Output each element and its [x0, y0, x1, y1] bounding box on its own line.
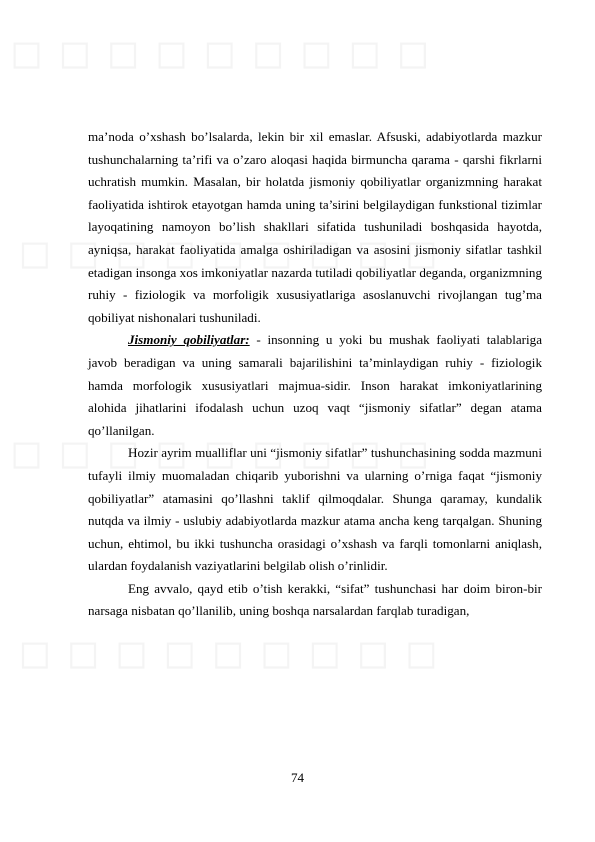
watermark-pattern [10, 30, 432, 76]
paragraph-1: ma’noda o’xshash bo’lsalarda, lekin bir xil emaslar. Afsuski, adabiyotlarda mazkur tushunchalarning ta’rifi va o’zaro aloqasi haqida birmuncha qarama - qarshi fikrlarni uchratish mumkin. Masalan, bir holatda jismoniy qobiliyatlar organizmning harakat faoliyatida ishtirok etayotgan hamda uning ta’sirini belgilaydigan funkstional tizimlar layoqatining namoyon bo’lish shakllari sifatida tushuniladi boshqasida hayotda, ayniqsa, harakat faoliyatida amalga oshiriladigan va asosini jismoniy sifatlar tashkil etadigan insonga xos imkoniyatlar nazarda tutiladi qobiliyatlar deganda, organizmning ruhiy - fiziologik va morfoligik xususiyatlariga asoslanuvchi rivojlangan tug’ma qobiliyat nishonalari tushuniladi. [88, 129, 542, 325]
page-number: 74 [290, 770, 305, 785]
paragraph-2 [88, 329, 542, 442]
document-body [88, 126, 542, 623]
paragraph-4: Eng avvalo, qayd etib o’tish kerakki, “sifat” tushunchasi har doim biron-bir narsaga nisbatan qo’llanilib, uning boshqa narsalardan farqlab turadigan, [88, 580, 542, 619]
paragraph-3: Hozir ayrim mualliflar uni “jismoniy sifatlar” tushunchasining sodda mazmuni tufayli ilmiy muomaladan chiqarib yuborishni va ularning o’rniga faqat “jismoniy qobiliyatlar” atamasini qo’llashni taklif qilmoqdalar. Shunga qaramay, kundalik nutqda va ilmiy - uslubiy adabiyotlarda mazkur atama ancha keng tarqalgan. Shuning uchun, ehtimol, bu ikki tushuncha orasidagi o’xshash va farqli tomonlarni aniqlash, ulardan foydalanish vaziyatlarini belgilab olish o’rinlidir. [88, 445, 542, 574]
paragraph-2-text: - insonning u yoki bu mushak faoliyati talablariga javob beradigan va uning samarali bajarilishini ta’minlaydigan ruhiy - fiziologik hamda morfologik xususiyatlari majmua-sidir. Inson harakat imkoniyatlarining alohida jihatlarini ifodalash uchun uzoq vaqt “jismoniy sifatlar” degan atama qo’llanilgan. [88, 332, 543, 438]
watermark-pattern [0, 630, 440, 676]
term-jismoniy-qobiliyatlar: Jismoniy qobiliyatlar: [128, 332, 250, 348]
